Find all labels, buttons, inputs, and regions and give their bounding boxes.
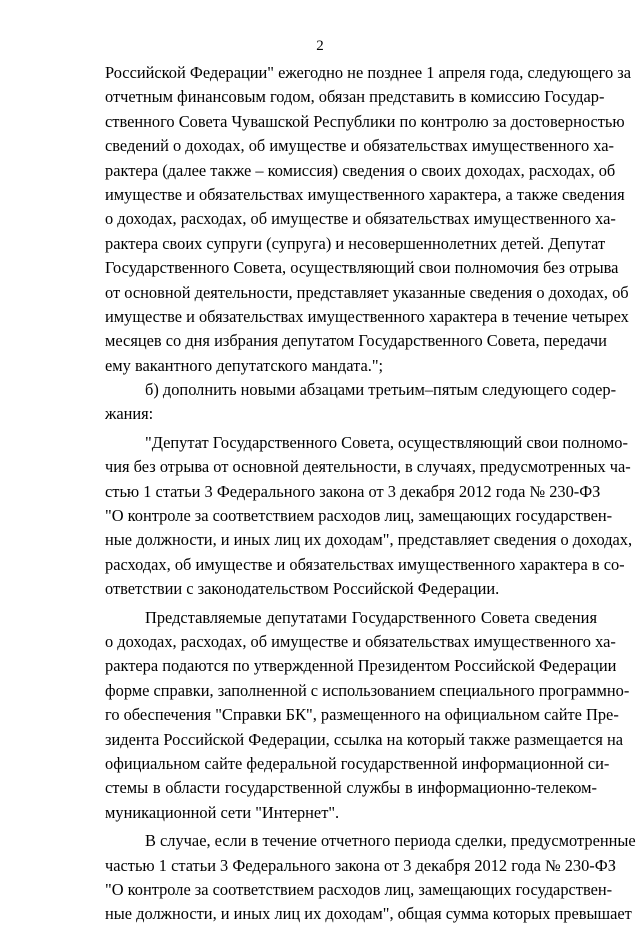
text-line: ственного Совета Чувашской Республики по контролю за достоверностью <box>105 111 625 131</box>
text-line: имуществе и обязательствах имущественного характера в течение четырех <box>105 306 629 326</box>
text-line: стемы в области государственной службы в информационно-телеком- <box>105 778 597 798</box>
paragraph-4 <box>105 606 630 826</box>
paragraph-3 <box>105 431 633 602</box>
text-line: муникационной сети "Интернет". <box>105 802 340 822</box>
paragraph-5 <box>105 829 636 927</box>
text-line: расходах, об имуществе и обязательствах имущественного характера в со- <box>105 554 625 574</box>
text-line: отчетным финансовым годом, обязан представить в комиссию Государ- <box>105 87 605 107</box>
text-line: рактера подаются по утвержденной Президентом Российской Федерации <box>105 656 617 676</box>
text-line: Государственного Совета, осуществляющий свои полномочия без отрыва <box>105 258 619 278</box>
text-line: "О контроле за соответствием расходов лиц, замещающих государствен- <box>105 506 613 526</box>
text-line: чия без отрыва от основной деятельности, в случаях, предусмотренных ча- <box>105 457 631 477</box>
page-number: 2 <box>316 38 324 54</box>
text-line: рактера своих супруги (супруга) и несовершеннолетних детей. Депутат <box>105 233 606 253</box>
text-line: о доходах, расходах, об имуществе и обязательствах имущественного ха- <box>105 209 616 229</box>
text-line: го обеспечения "Справки БК", размещенного на официальном сайте Пре- <box>105 705 619 725</box>
text-line: частью 1 статьи 3 Федерального закона от 3 декабря 2012 года № 230-ФЗ <box>105 855 616 875</box>
text-line: месяцев со дня избрания депутатом Государственного Совета, передачи <box>105 331 607 351</box>
text-line: зидента Российской Федерации, ссылка на который также размещается на <box>105 729 624 749</box>
text-line: официальном сайте федеральной государственной информационной си- <box>105 753 610 773</box>
text-line: рактера (далее также – комиссия) сведения о своих доходах, расходах, об <box>105 160 616 180</box>
text-line: "О контроле за соответствием расходов лиц, замещающих государствен- <box>105 879 613 899</box>
text-line: Российской Федерации" ежегодно не позднее 1 апреля года, следующего за <box>105 63 632 82</box>
text-line: сведений о доходах, об имуществе и обязательствах имущественного ха- <box>105 136 614 156</box>
text-line: стью 1 статьи 3 Федерального закона от 3 декабря 2012 года № 230-ФЗ <box>105 481 601 501</box>
text-line: Представляемые депутатами Государственного Совета сведения <box>145 607 597 627</box>
text-line: имуществе и обязательствах имущественного характера, а также сведения <box>105 184 625 204</box>
text-line: ответствии с законодательством Российской Федерации. <box>105 579 500 599</box>
text-line: о доходах, расходах, об имуществе и обязательствах имущественного ха- <box>105 631 616 651</box>
paragraph-1 <box>105 61 632 378</box>
paragraph-2 <box>105 378 617 427</box>
document-body <box>105 61 636 927</box>
text-line: форме справки, заполненной с использованием специального программно- <box>105 680 630 700</box>
text-line: б) дополнить новыми абзацами третьим–пятым следующего содер- <box>145 380 617 400</box>
text-line: В случае, если в течение отчетного периода сделки, предусмотренные <box>145 831 636 851</box>
text-line: ные должности, и иных лиц их доходам", общая сумма которых превышает <box>105 904 632 924</box>
text-line: от основной деятельности, представляет указанные сведения о доходах, об <box>105 282 629 302</box>
text-line: "Депутат Государственного Совета, осуществляющий свои полномо- <box>145 432 628 452</box>
text-line: ные должности, и иных лиц их доходам", представляет сведения о доходах, <box>105 530 633 550</box>
text-line: жания: <box>105 404 154 424</box>
text-line: ему вакантного депутатского мандата."; <box>105 355 384 375</box>
